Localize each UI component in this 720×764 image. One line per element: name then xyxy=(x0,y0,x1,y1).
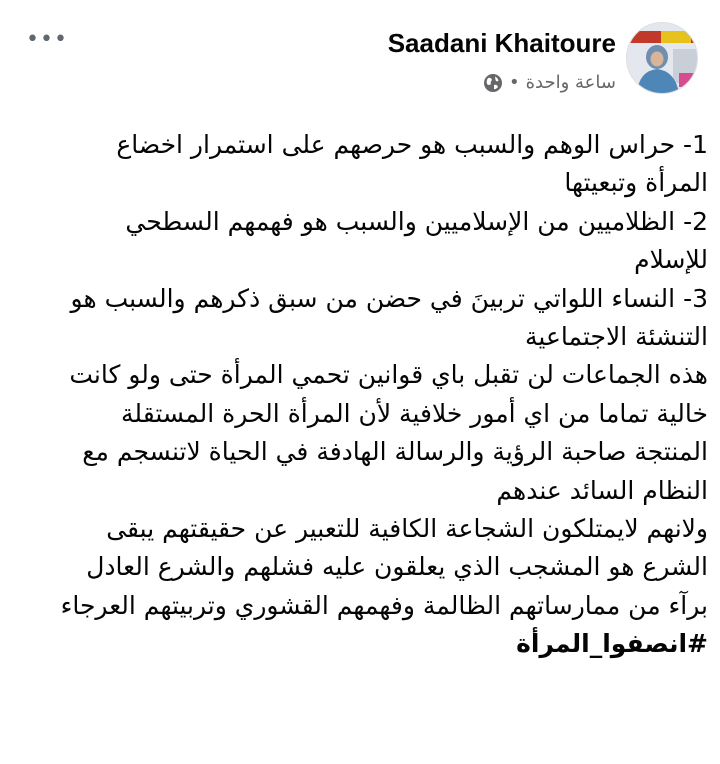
author-name[interactable]: Saadani Khaitoure xyxy=(387,28,616,58)
post-line-6: التنشئة الاجتماعية xyxy=(525,321,708,351)
post-meta xyxy=(483,72,616,93)
post-line-11: ولانهم لايمتلكون الشجاعة الكافية للتعبير عن حقيقتهم يبقى xyxy=(106,513,708,543)
post-line-3: 2- الظلاميين من الإسلاميين والسبب هو فهمهم السطحي xyxy=(125,206,708,236)
post-line-13: برآء من ممارساتهم الظالمة وفهمهم القشوري وتربيتهم العرجاء xyxy=(60,590,708,620)
more-options-icon[interactable]: ••• xyxy=(26,27,68,52)
timestamp[interactable]: ساعة واحدة xyxy=(525,72,616,93)
post-line-5: 3- النساء اللواتي تربينَ في حضن من سبق ذكرهم والسبب هو xyxy=(70,283,708,313)
post-line-8: خالية تماما من اي أمور خلافية لأن المرأة الحرة المستقلة xyxy=(121,398,708,428)
hashtag-link[interactable]: #انصفوا_المرأة xyxy=(516,629,708,659)
avatar-image xyxy=(627,23,697,93)
post-line-4: للإسلام xyxy=(634,245,708,275)
post-header xyxy=(0,0,720,110)
post-line-7: هذه الجماعات لن تقبل باي قوانين تحمي المرأة حتى ولو كانت xyxy=(69,360,708,390)
author-avatar[interactable] xyxy=(626,22,698,94)
post-line-9: المنتجة صاحبة الرؤية والرسالة الهادفة في الحياة لاتنسجم مع xyxy=(82,437,708,467)
post-line-1: 1- حراس الوهم والسبب هو حرصهم على استمرار اخضاع xyxy=(116,130,708,159)
meta-separator: • xyxy=(508,72,520,93)
post-line-10: النظام السائد عندهم xyxy=(496,475,708,505)
globe-icon[interactable] xyxy=(483,73,503,93)
post-line-12: الشرع هو المشجب الذي يعلقون عليه فشلهم والشرع العادل xyxy=(86,552,708,582)
post-line-2: المرأة وتبعيتها xyxy=(564,168,708,198)
post-body xyxy=(30,126,708,663)
